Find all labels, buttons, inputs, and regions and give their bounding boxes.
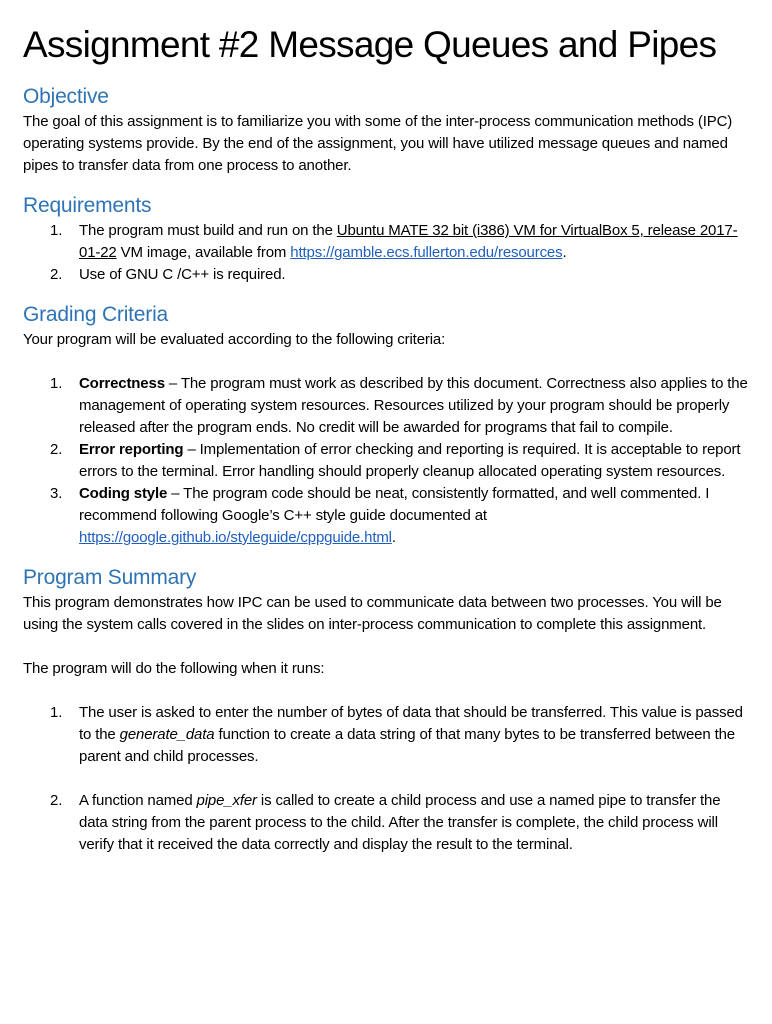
grading-intro: Your program will be evaluated according to the following criteria: — [23, 331, 446, 348]
grading-heading: Grading Criteria — [23, 303, 169, 326]
list-item — [23, 439, 748, 483]
summary-section — [23, 565, 748, 856]
list-item — [23, 483, 748, 549]
requirements-list — [23, 220, 748, 286]
objective-heading: Objective — [23, 85, 109, 108]
list-item — [23, 790, 748, 856]
list-number: 2. — [50, 441, 63, 458]
list-number: 2. — [50, 266, 63, 283]
list-number: 3. — [50, 485, 63, 502]
function-name: pipe_xfer — [196, 792, 257, 809]
criterion-text: . — [391, 529, 396, 546]
criterion-text: – Implementation of error checking and reporting is required. It is acceptable to report errors to the terminal. Error handling should properly cleanup allocated operating system resources. — [79, 441, 741, 480]
requirements-section — [23, 193, 748, 286]
list-item — [23, 220, 748, 264]
list-item — [23, 373, 748, 439]
summary-paragraph: This program demonstrates how IPC can be used to communicate data between two processes. You will be using the system calls covered in the slides on inter-process communication to complete this assignment. — [23, 594, 722, 633]
list-item — [23, 702, 748, 768]
list-text: VM image, available from — [116, 244, 291, 261]
list-number: 1. — [50, 704, 63, 721]
grading-section — [23, 302, 748, 549]
criterion-term: Correctness — [79, 375, 165, 392]
steps-list — [23, 702, 748, 856]
list-text: . — [562, 244, 567, 261]
summary-paragraph: The program will do the following when it runs: — [23, 660, 325, 677]
list-item — [23, 264, 748, 286]
criterion-term: Coding style — [79, 485, 168, 502]
criterion-term: Error reporting — [79, 441, 184, 458]
step-text: function to create a data string of that many bytes to be transferred between the parent and child processes. — [79, 726, 735, 765]
list-text: Use of GNU C /C++ is required. — [79, 266, 286, 283]
list-text: The program must build and run on the — [79, 222, 337, 239]
style-guide-link[interactable]: https://google.github.io/styleguide/cppguide.html — [79, 529, 392, 546]
requirements-heading: Requirements — [23, 194, 152, 217]
document-title: Assignment #2 Message Queues and Pipes — [23, 24, 717, 65]
function-name: generate_data — [119, 726, 215, 743]
criterion-text: – The program must work as described by this document. Correctness also applies to the management of operating system resources. Resources utilized by your program should be properly released after the program ends. No credit will be awarded for programs that fail to compile. — [79, 375, 748, 436]
objective-text: The goal of this assignment is to familiarize you with some of the inter-process communication methods (IPC) operating systems provide. By the end of the assignment, you will have utilized message queues and named pipes to transfer data from one process to another. — [23, 113, 733, 174]
step-text: is called to create a child process and use a named pipe to transfer the data string from the parent process to the child. After the transfer is complete, the child process will verify that it received the data correctly and display the result to the terminal. — [79, 792, 721, 853]
step-text: The user is asked to enter the number of bytes of data that should be transferred. This value is passed to the — [79, 704, 743, 743]
objective-section — [23, 84, 748, 177]
step-text: A function named — [79, 792, 197, 809]
list-number: 1. — [50, 222, 63, 239]
document-page — [23, 22, 748, 856]
list-number: 1. — [50, 375, 63, 392]
vm-image-link[interactable]: Ubuntu MATE 32 bit (i386) VM for VirtualBox 5, release 2017-01-22 — [79, 222, 738, 261]
criterion-text: – The program code should be neat, consistently formatted, and well commented. I recommend following Google’s C++ style guide documented at — [79, 485, 710, 524]
summary-heading: Program Summary — [23, 566, 197, 589]
list-number: 2. — [50, 792, 63, 809]
grading-list — [23, 373, 748, 549]
resources-link[interactable]: https://gamble.ecs.fullerton.edu/resources — [290, 244, 563, 261]
